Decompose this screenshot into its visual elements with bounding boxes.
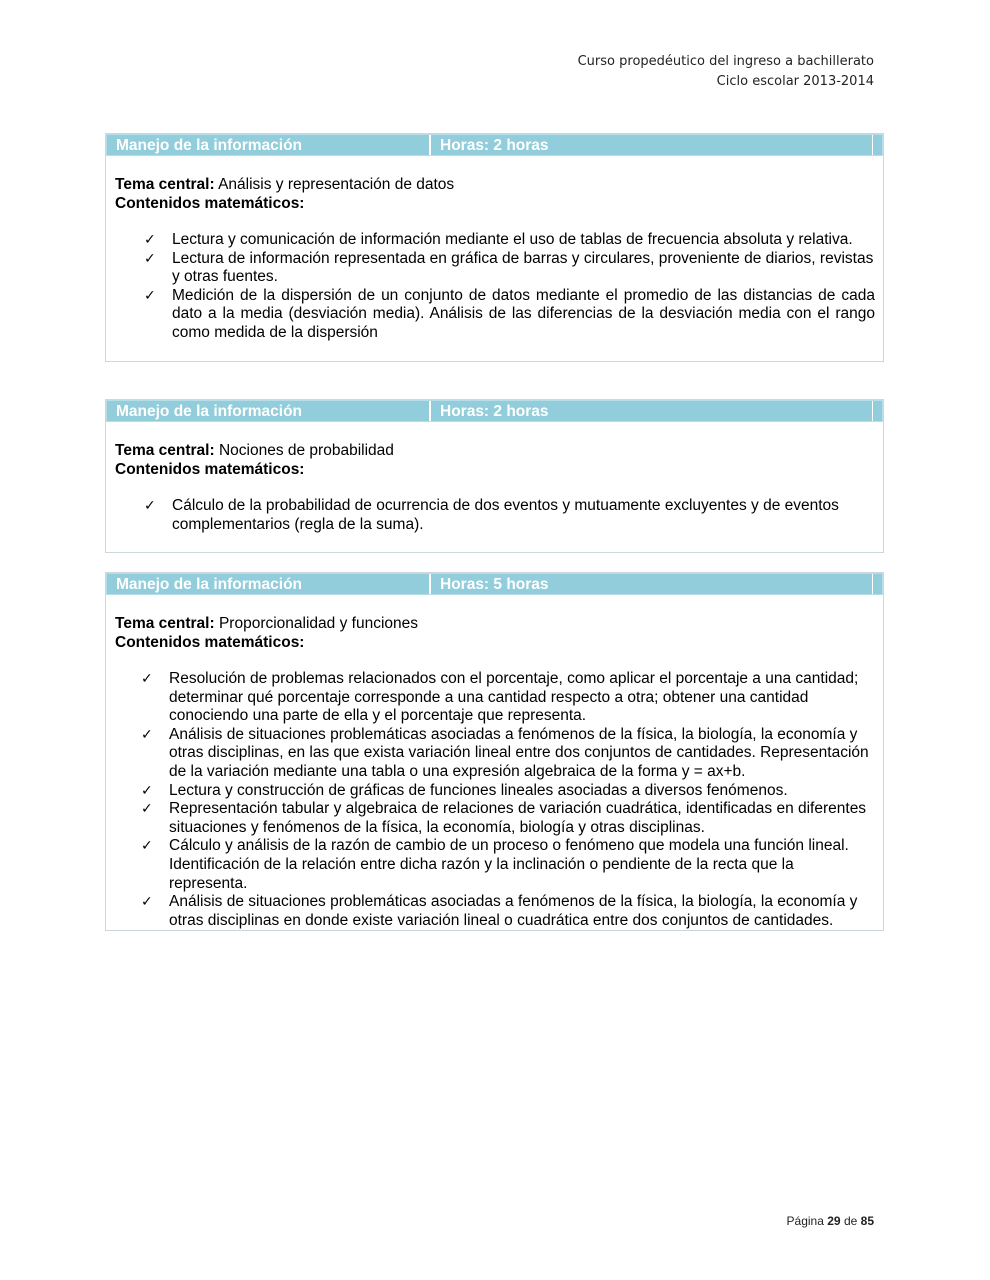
section-axis: Manejo de la información — [107, 401, 431, 421]
list-item: ✓ Análisis de situaciones problemáticas asociadas a fenómenos de la física, la biología, la economía y otras disciplinas en donde existe variación lineal o cuadrática entre dos conjuntos de cantidades. — [141, 893, 858, 929]
tema-central-value: Análisis y representación de datos — [218, 176, 455, 193]
section-body — [106, 595, 883, 930]
list-item: ✓ Resolución de problemas relacionados con el porcentaje, como aplicar el porcentaje a una cantidad; determinar qué porcentaje corresponde a una cantidad respecto a otra; obtener una cantidad conociendo una parte de ella y el porcentaje que representa. — [141, 670, 859, 725]
section-header — [106, 573, 883, 595]
page-footer — [787, 1213, 874, 1229]
section-proporcionalidad — [105, 572, 884, 931]
tema-central: Tema central: Análisis y representación de datos — [115, 176, 455, 193]
tema-central: Tema central: Nociones de probabilidad — [115, 442, 394, 459]
checkmark-icon: ✓ — [141, 782, 153, 799]
checkmark-icon: ✓ — [141, 894, 153, 911]
section-axis: Manejo de la información — [107, 574, 431, 594]
list-item: ✓ Medición de la dispersión de un conjunto de datos mediante el promedio de las distancias de cada dato a la media (desviación media). Análisis de las diferencias de la desviación media con el rango como medida de la dispersión — [144, 286, 875, 341]
tema-central-value: Proporcionalidad y funciones — [218, 615, 418, 632]
checkmark-icon: ✓ — [141, 726, 153, 743]
header-school-year: Ciclo escolar 2013-2014 — [716, 74, 874, 89]
footer-page-number: 29 — [827, 1214, 841, 1228]
section-hours: Horas: 5 horas — [440, 576, 549, 593]
footer-page-total: 85 — [860, 1214, 874, 1228]
checkmark-icon: ✓ — [144, 498, 156, 514]
list-item: ✓ Cálculo y análisis de la razón de cambio de un proceso o fenómeno que modela una función lineal. Identificación de la relación entre dicha razón y la inclinación o pendiente de la recta que la representa. — [141, 837, 849, 892]
section-body — [106, 422, 883, 552]
section-analisis-datos — [105, 133, 884, 362]
footer-de-label: de — [843, 1214, 858, 1228]
section-header — [106, 400, 883, 422]
section-header — [106, 134, 883, 156]
tema-central: Tema central: Proporcionalidad y funciones — [115, 615, 418, 632]
list-item: ✓ Lectura y comunicación de información mediante el uso de tablas de frecuencia absoluta y relativa. — [144, 231, 853, 248]
checkmark-icon: ✓ — [144, 287, 156, 304]
checkmark-icon: ✓ — [144, 250, 156, 267]
section-hours: Horas: 2 horas — [440, 137, 549, 154]
section-probabilidad — [105, 399, 884, 553]
checkmark-icon: ✓ — [141, 838, 153, 855]
checkmark-icon: ✓ — [141, 671, 153, 687]
list-item: ✓ Lectura y construcción de gráficas de funciones lineales asociadas a diversos fenómenos. — [141, 781, 788, 799]
page-header — [578, 52, 874, 92]
contenidos-label: Contenidos matemáticos: — [115, 195, 305, 212]
contenidos-label: Contenidos matemáticos: — [115, 461, 305, 478]
footer-pagina-label: Página — [786, 1214, 824, 1228]
list-item: ✓ Cálculo de la probabilidad de ocurrencia de dos eventos y mutuamente excluyentes y de eventos complementarios (regla de la suma). — [144, 497, 839, 533]
tema-central-value: Nociones de probabilidad — [218, 442, 394, 459]
section-hours: Horas: 2 horas — [440, 403, 549, 420]
list-item: ✓ Representación tabular y algebraica de relaciones de variación cuadrática, identificadas en diferentes situaciones y fenómenos de la física, la economía, biología y otras disciplinas. — [141, 800, 867, 836]
list-item: ✓ Lectura de información representada en gráfica de barras y circulares, proveniente de diarios, revistas y otras fuentes. — [144, 249, 874, 286]
section-axis: Manejo de la información — [107, 135, 431, 155]
checkmark-icon: ✓ — [144, 232, 156, 248]
header-course-title: Curso propedéutico del ingreso a bachillerato — [577, 54, 874, 69]
section-body — [106, 156, 883, 361]
checkmark-icon: ✓ — [141, 801, 153, 818]
list-item: ✓ Análisis de situaciones problemáticas asociadas a fenómenos de la física, la biología, la economía y otras disciplinas, en las que exista variación lineal entre dos conjuntos de cantidades. Representación de la variación mediante una tabla o una expresión algebraica de la forma y = ax+b. — [141, 725, 869, 780]
contenidos-label: Contenidos matemáticos: — [115, 634, 305, 651]
